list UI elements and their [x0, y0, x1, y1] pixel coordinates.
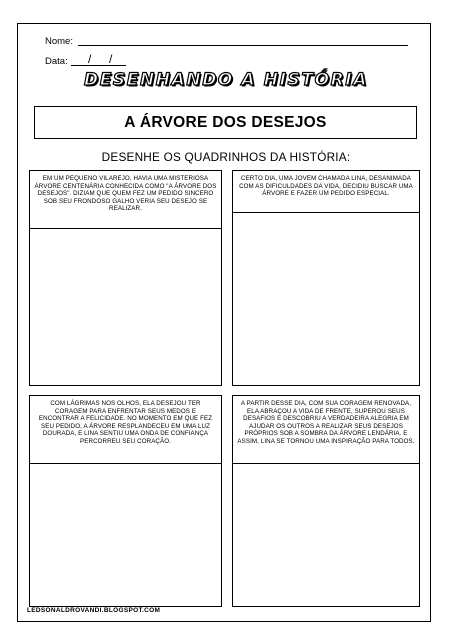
date-separator-2: /: [109, 52, 113, 66]
story-title-box: [34, 106, 417, 139]
panel-4-drawing-area[interactable]: [233, 464, 419, 606]
date-separator-1: /: [88, 52, 92, 66]
panel-3-text: COM LÁGRIMAS NOS OLHOS, ELA DESEJOU TER CORAGEM PARA ENFRENTAR SEUS MEDOS E ENCONTRAR A FELICIDADE. NO MOMENTO EM QUE FEZ SEU PEDIDO, A ÁRVORE RESPLANDECEU EM UMA LUZ DOURADA, E LINA SENTIU UMA ONDA DE CONFIANÇA PERCORREU SEU CORAÇÃO.: [38, 400, 213, 445]
name-label: Nome:: [45, 36, 73, 47]
worksheet-banner: DESENHANDO A HISTÓRIA: [84, 70, 368, 90]
story-title: A ÁRVORE DOS DESEJOS: [124, 113, 327, 131]
comic-panel-3: [29, 395, 222, 607]
panel-4-text: A PARTIR DESSE DIA, COM SUA CORAGEM RENOVADA, ELA ABRAÇOU A VIDA DE FRENTE, SUPEROU SEUS DESAFIOS E DESCOBRIU A VERDADEIRA ALEGRIA EM AJUDAR OS OUTROS A REALIZAR SEUS DESEJOS PRÓPRIOS SOB A SOMBRA DA ÁRVORE LENDÁRIA. E ASSIM, LINA SE TORNOU UMA INSPIRAÇÃO PARA TODOS.: [237, 400, 415, 445]
comic-panel-4: [232, 395, 420, 607]
instruction-text: DESENHE OS QUADRINHOS DA HISTÓRIA:: [101, 150, 351, 164]
panel-1-text: EM UM PEQUENO VILAREJO, HAVIA UMA MISTERIOSA ÁRVORE CENTENÁRIA CONHECIDA COMO "A ÁRVORE DOS DESEJOS". DIZIAM QUE QUEM FEZ UM PEDIDO SINCERO SOB SEU FRONDOSO GALHO VERIA SEU DESEJO SE REALIZAR.: [34, 175, 217, 213]
panel-1-drawing-area[interactable]: [30, 229, 221, 385]
name-field[interactable]: [78, 45, 408, 46]
date-label: Data:: [45, 56, 68, 67]
panel-2-text: CERTO DIA, UMA JOVEM CHAMADA LINA, DESANIMADA COM AS DIFICULDADES DA VIDA, DECIDIU BUSCAR UMA ÁRVORE E FAZER UM PEDIDO ESPECIAL.: [239, 175, 413, 198]
comic-panel-2: [232, 170, 420, 386]
panel-3-drawing-area[interactable]: [30, 464, 221, 606]
comic-panel-1: [29, 170, 222, 386]
footer-url: LEDSONALDROVANDI.BLOGSPOT.COM: [27, 607, 161, 614]
date-field[interactable]: [71, 65, 126, 66]
panel-2-drawing-area[interactable]: [233, 213, 419, 385]
